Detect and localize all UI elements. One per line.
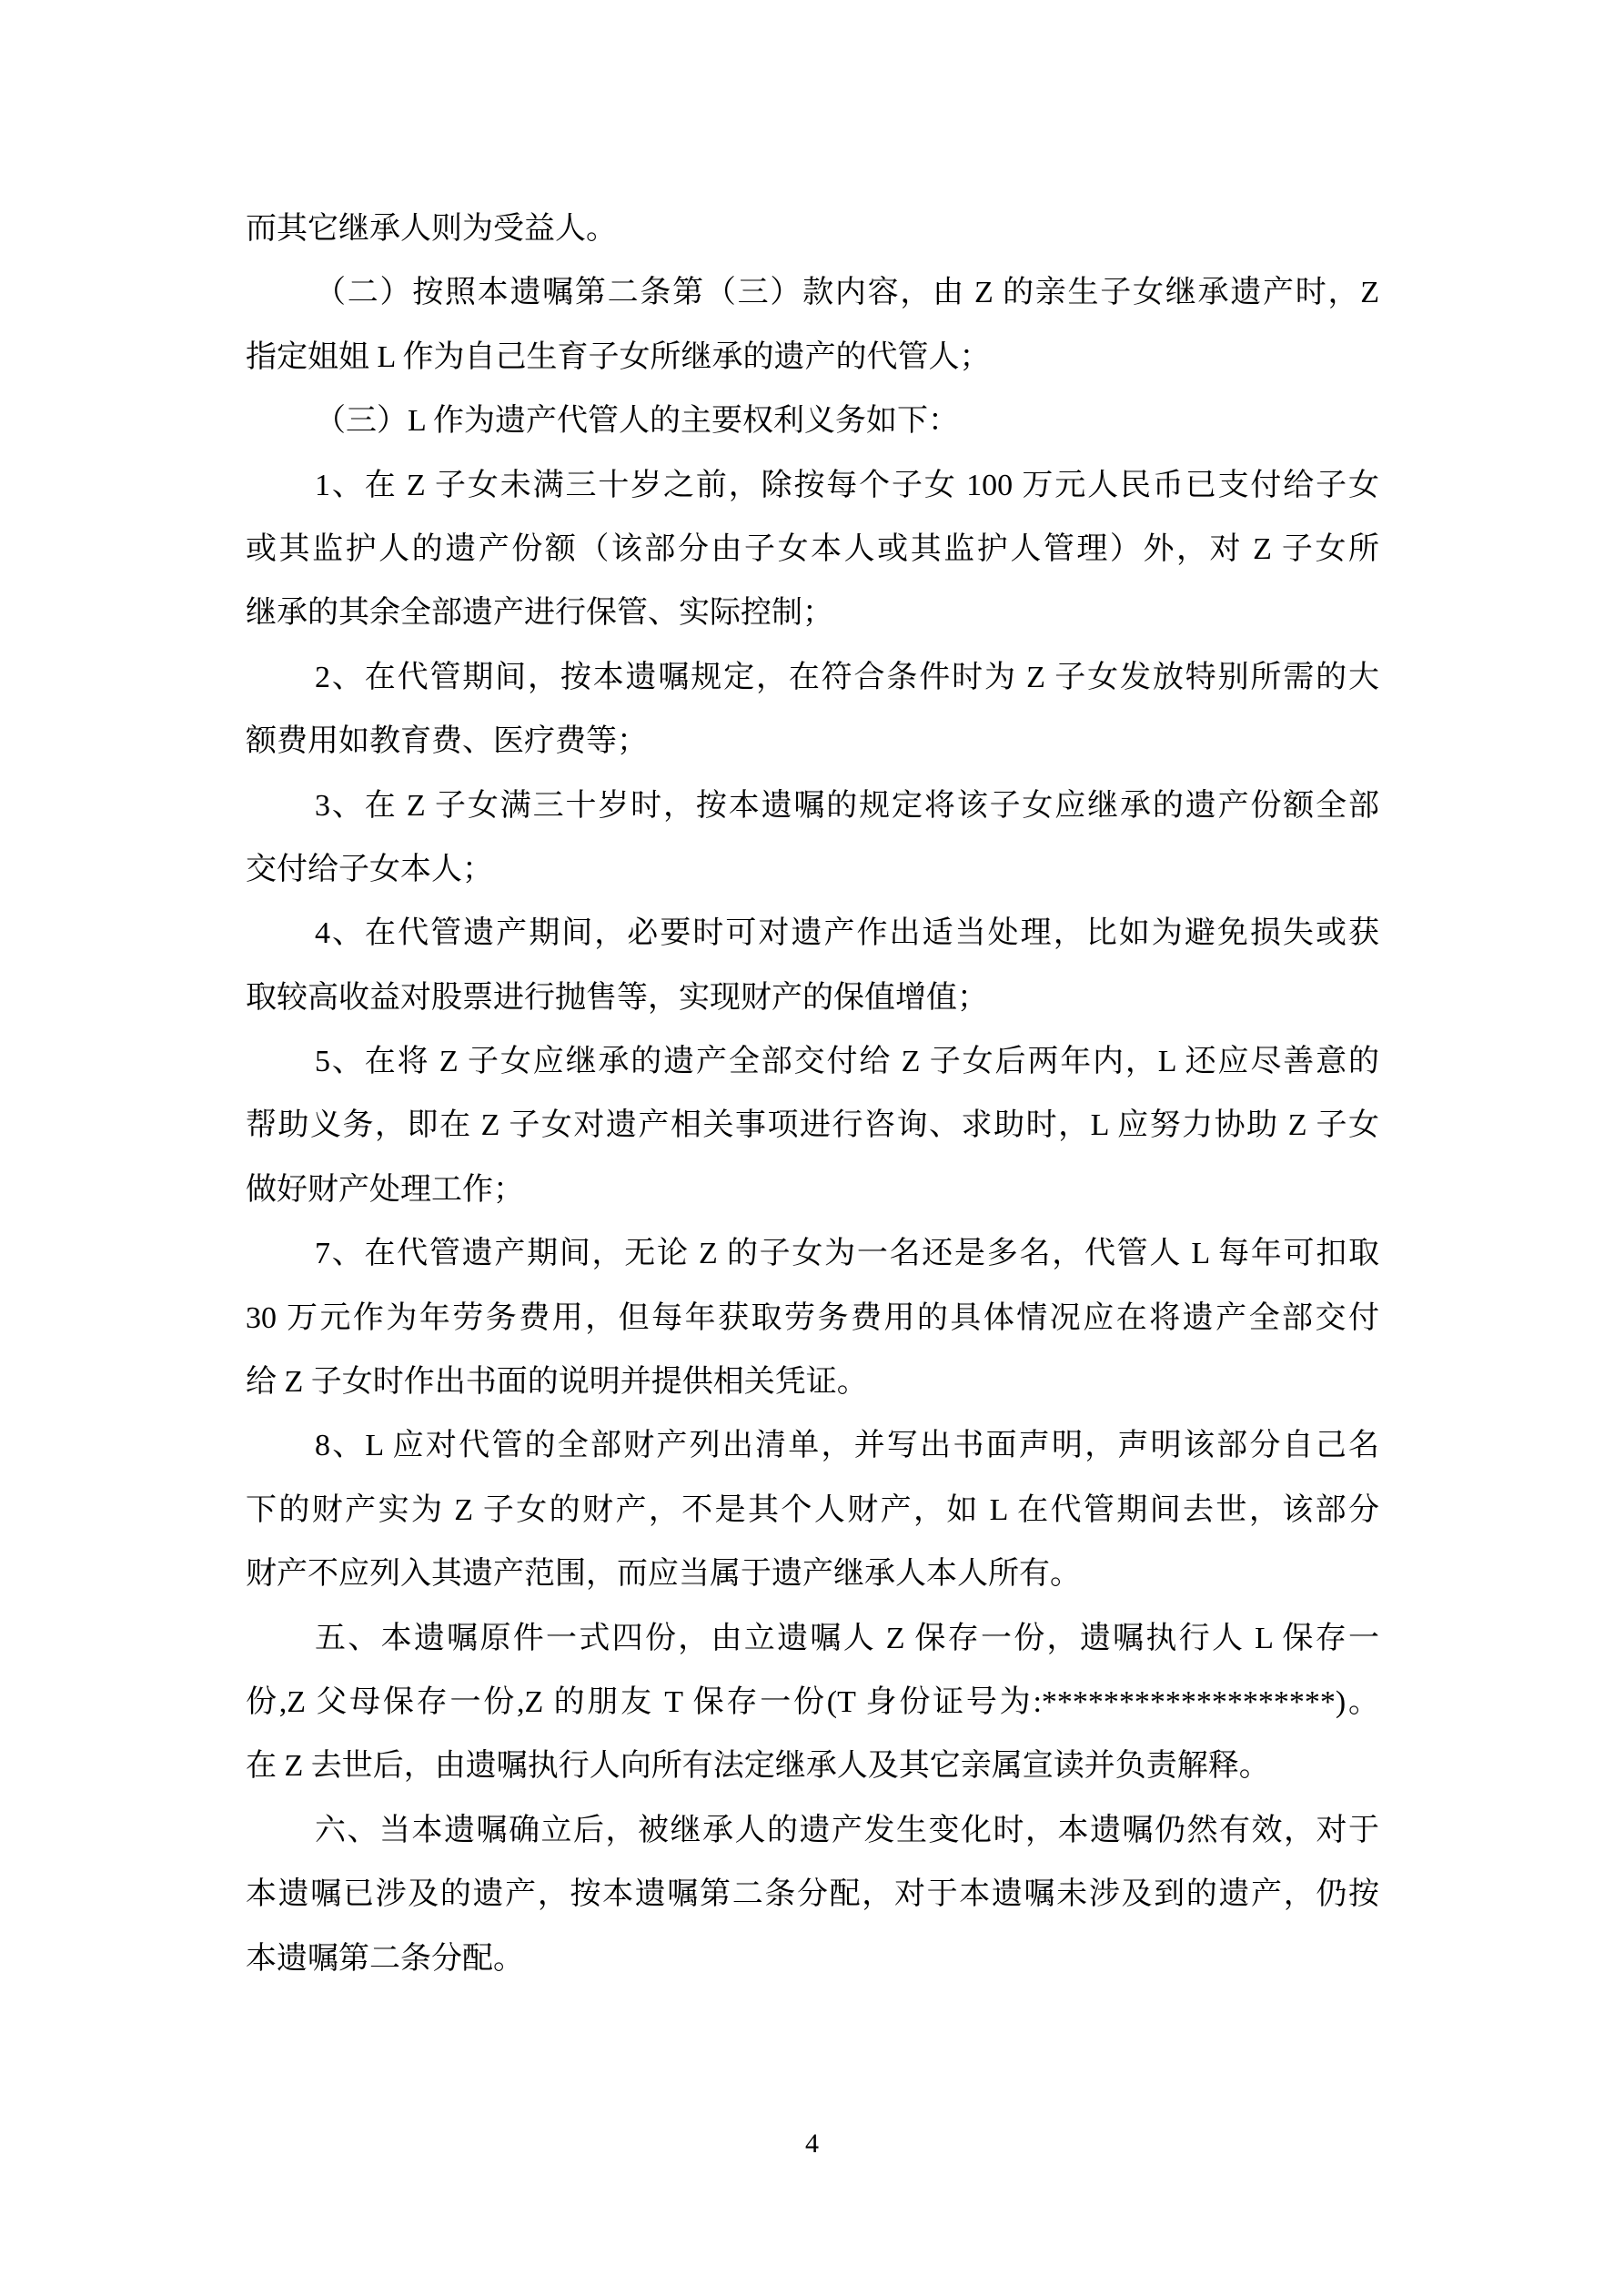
text-line: 帮助义务，即在 Z 子女对遗产相关事项进行咨询、求助时，L 应努力协助 Z 子女 xyxy=(246,1108,1379,1143)
text-line: 五、本遗嘱原件一式四份，由立遗嘱人 Z 保存一份，遗嘱执行人 L 保存一 xyxy=(315,1621,1379,1655)
text-line: 3、在 Z 子女满三十岁时，按本遗嘱的规定将该子女应继承的遗产份额全部 xyxy=(315,788,1379,823)
text-line: 7、在代管遗产期间，无论 Z 的子女为一名还是多名，代管人 L 每年可扣取 xyxy=(315,1237,1379,1271)
text-line: 本遗嘱已涉及的遗产，按本遗嘱第二条分配，对于本遗嘱未涉及到的遗产，仍按 xyxy=(246,1877,1379,1912)
text-line: 5、在将 Z 子女应继承的遗产全部交付给 Z 子女后两年内，L 还应尽善意的 xyxy=(315,1045,1379,1079)
page-number: 4 xyxy=(805,2129,819,2159)
text-line: 4、在代管遗产期间，必要时可对遗产作出适当处理，比如为避免损失或获 xyxy=(315,916,1379,951)
text-line: 取较高收益对股票进行抛售等，实现财产的保值增值； xyxy=(246,980,988,1015)
text-line: 在 Z 去世后，由遗嘱执行人向所有法定继承人及其它亲属宣读并负责解释。 xyxy=(246,1749,1270,1784)
text-line: 2、在代管期间，按本遗嘱规定，在符合条件时为 Z 子女发放特别所需的大 xyxy=(315,660,1379,694)
text-line: 财产不应列入其遗产范围，而应当属于遗产继承人本人所有。 xyxy=(246,1557,1081,1592)
text-line: 而其它继承人则为受益人。 xyxy=(246,212,617,246)
text-line: 本遗嘱第二条分配。 xyxy=(246,1941,524,1976)
text-line: 做好财产处理工作； xyxy=(246,1172,524,1207)
text-line: （二）按照本遗嘱第二条第（三）款内容，由 Z 的亲生子女继承遗产时，Z xyxy=(315,276,1379,310)
text-line: 继承的其余全部遗产进行保管、实际控制； xyxy=(246,596,833,631)
text-line: 30 万元作为年劳务费用，但每年获取劳务费用的具体情况应在将遗产全部交付 xyxy=(246,1300,1379,1335)
text-line: 给 Z 子女时作出书面的说明并提供相关凭证。 xyxy=(246,1365,868,1400)
text-line: 额费用如教育费、医疗费等； xyxy=(246,724,648,759)
text-line: 六、当本遗嘱确立后，被继承人的遗产发生变化时，本遗嘱仍然有效，对于 xyxy=(315,1813,1379,1847)
text-line: 或其监护人的遗产份额（该部分由子女本人或其监护人管理）外，对 Z 子女所 xyxy=(246,531,1379,566)
text-line: 8、L 应对代管的全部财产列出清单，并写出书面声明，声明该部分自己名 xyxy=(315,1429,1379,1463)
text-line: 份,Z 父母保存一份,Z 的朋友 T 保存一份(T 身份证号为:*******************)。 xyxy=(246,1684,1379,1719)
document-body xyxy=(246,197,1379,1991)
text-line: （三）L 作为遗产代管人的主要权利义务如下： xyxy=(315,404,960,439)
text-line: 交付给子女本人； xyxy=(246,852,493,886)
text-line: 指定姐姐 L 作为自己生育子女所继承的遗产的代管人； xyxy=(246,339,991,374)
text-line: 下的财产实为 Z 子女的财产，不是其个人财产，如 L 在代管期间去世，该部分 xyxy=(246,1492,1379,1527)
text-line: 1、在 Z 子女未满三十岁之前，除按每个子女 100 万元人民币已支付给子女 xyxy=(315,468,1379,502)
